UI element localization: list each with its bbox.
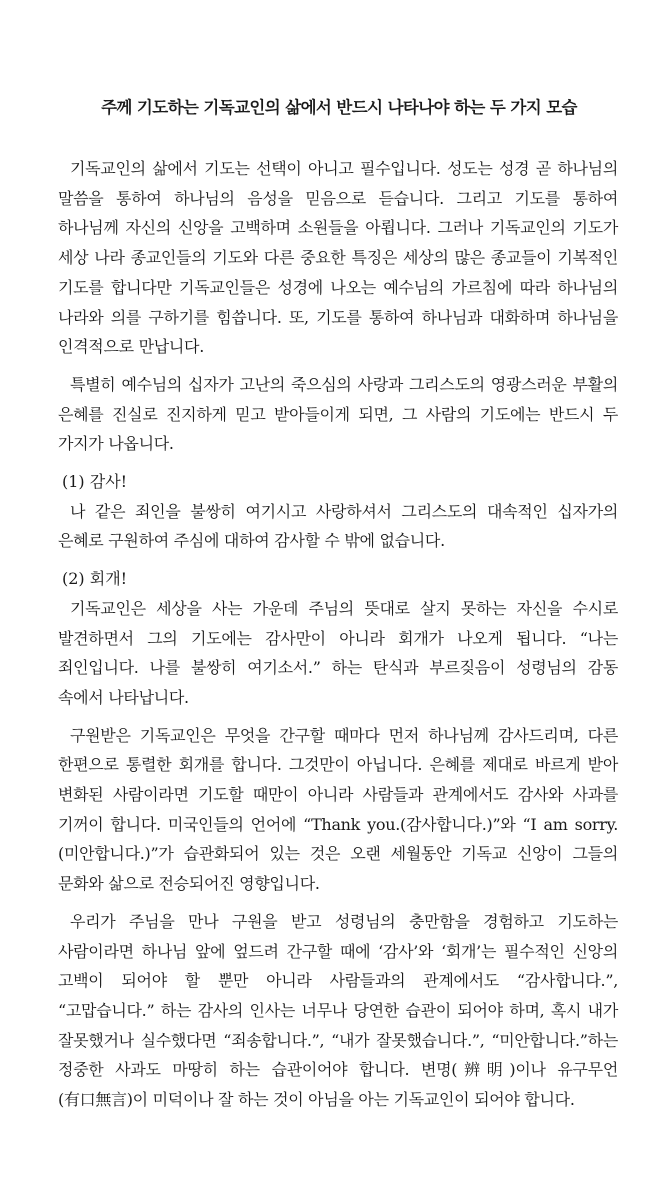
item-label-gratitude: (1) 감사! — [62, 472, 128, 492]
paragraph-habit-of-apology: 우리가 주님을 만나 구원을 받고 성령님의 충만함을 경험하고 기도하는 사람이라면 하나님 앞에 엎드려 간구할 때에 ‘감사’와 ‘회개’는 필수적인 신앙의 고백이 되어야 할 뿐만 아니라 사람들과의 관계에서도 “감사합니다.”, “고맙습니다.” 하는 감사의 인사는 너무나 당연한 습관이 되어야 하며, 혹시 내가 잘못했거나 실수했다면 “죄송합니다.”, “내가 잘못했습니다.”, “미안합니다.”하는 정중한 사과도 마땅히 하는 습관이어야 합니다. 변명(辨明)이나 유구무언(有口無言)이 미덕이나 잘 하는 것이 아님을 아는 기독교인이 되어야 합니다. — [58, 911, 618, 1110]
document-title: 주께 기도하는 기독교인의 삶에서 반드시 나타나야 하는 두 가지 모습 — [101, 98, 577, 117]
item-text-gratitude: 나 같은 죄인을 불쌍히 여기시고 사랑하셔서 그리스도의 대속적인 십자가의 은혜로 구원하여 주심에 대하여 감사할 수 밖에 없습니다. — [58, 501, 618, 551]
item-label-repentance: (2) 회개! — [62, 569, 128, 589]
paragraph-two-things: 특별히 예수님의 십자가 고난의 죽으심의 사랑과 그리스도의 영광스러운 부활의 은혜를 진실로 진지하게 믿고 받아들이게 되면, 그 사람의 기도에는 반드시 두 가지가 나옵니다. — [58, 374, 618, 454]
document-page — [58, 94, 618, 1115]
paragraph-prayer-necessity: 기독교인의 삶에서 기도는 선택이 아니고 필수입니다. 성도는 성경 곧 하나님의 말씀을 통하여 하나님의 음성을 믿음으로 듣습니다. 그리고 기도를 통하여 하나님께 자신의 신앙을 고백하며 소원들을 아룁니다. 그러나 기독교인의 기도가 세상 나라 종교인들의 기도와 다른 중요한 특징은 세상의 많은 종교들이 기복적인 기도를 합니다만 기독교인들은 성경에 나오는 예수님의 가르침에 따라 하나님의 나라와 의를 구하기를 힘씁니다. 또, 기도를 통하여 하나님과 대화하며 하나님을 인격적으로 만납니다. — [58, 159, 618, 357]
paragraph-thank-you-sorry: 구원받은 기독교인은 무엇을 간구할 때마다 먼저 하나님께 감사드리며, 다른 한편으로 통렬한 회개를 합니다. 그것만이 아닙니다. 은혜를 제대로 바르게 받아 변화된 사람이라면 기도할 때만이 아니라 사람들과 관계에서도 감사와 사과를 기꺼이 합니다. 미국인들의 언어에 “Thank you.(감사합니다.)”와 “I am sorry.(미안합니다.)”가 습관화되어 있는 것은 오랜 세월동안 기독교 신앙이 그들의 문화와 삶으로 전승되어진 영향입니다. — [58, 725, 618, 894]
item-text-repentance: 기독교인은 세상을 사는 가운데 주님의 뜻대로 살지 못하는 자신을 수시로 발견하면서 그의 기도에는 감사만이 아니라 회개가 나오게 됩니다. “나는 죄인입니다. 나를 불쌍히 여기소서.” 하는 탄식과 부르짖음이 성령님의 감동 속에서 나타납니다. — [58, 598, 618, 707]
